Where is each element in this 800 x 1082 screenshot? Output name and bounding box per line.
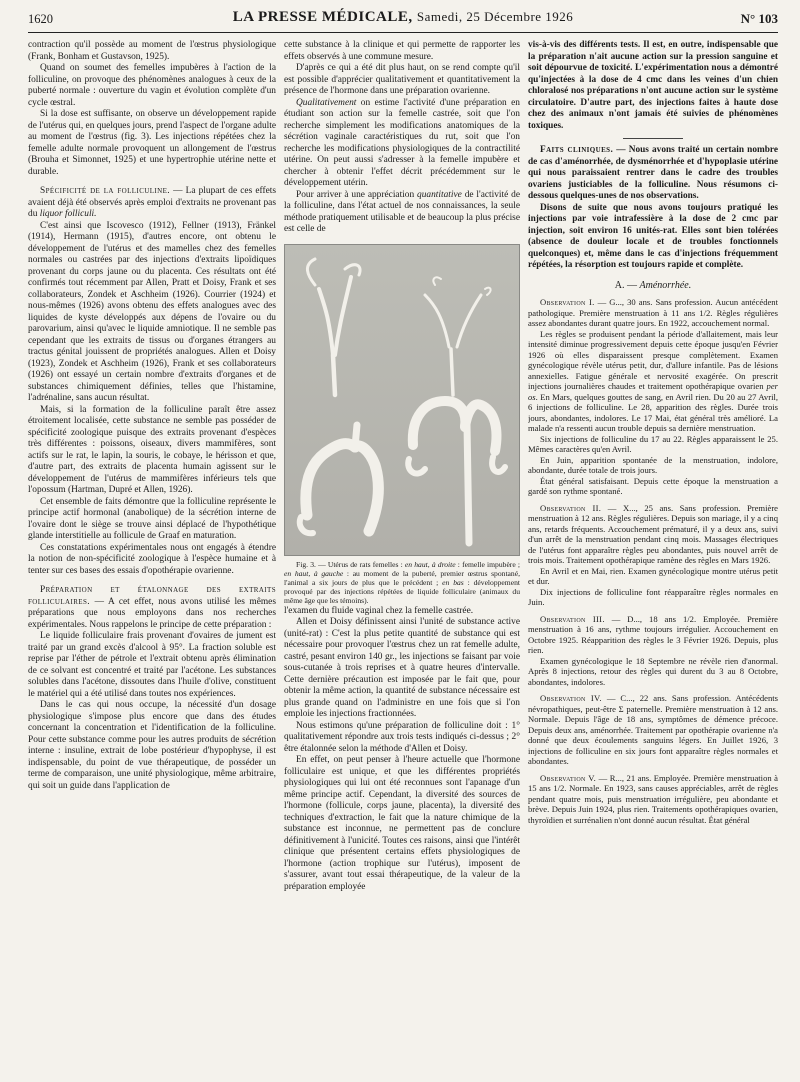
observation-text: — C..., 22 ans. Sans profession. Antécédents névropathiques, peut-être Σ paternelle. Première menstruation à 12 ans. Normale. Depuis l'âge de 18 ans, symptômes de démence précoce. Depuis deux ans, aménorrhée. Traitement par opothérapie ovarienne n'a donné que deux écoulements sanguins légers. En Juillet 1926, 3 injections de folliculine en six jours font apparaître règles normales et abondantes.: [528, 693, 778, 766]
subsection-letter: A. —: [614, 279, 640, 291]
paragraph-text: Pour arriver à une appréciation: [296, 189, 418, 200]
paragraph: Quand on soumet des femelles impubères à l'action de la folliculine, on provoque des phénomènes analogues à ceux de la puberté normale : ouverture du vagin et évolution complète d'un cycle œstral.: [28, 63, 276, 108]
issue-date: Samedi, 25 Décembre 1926: [416, 9, 574, 24]
observation-label: Observation II.: [540, 502, 602, 513]
section-heading: Faits cliniques.: [540, 145, 614, 155]
italic-term: Qualitativement: [296, 97, 357, 108]
page-number: 1620: [28, 12, 53, 26]
section-italic: liquor folliculi.: [39, 209, 97, 219]
observation-label: Observation III.: [540, 613, 605, 624]
observation-text: — G..., 30 ans. Sans profession. Aucun antécédent pathologique. Première menstruation à 11 ans 1/2. Règles régulières assez abondantes durant quatre jours. En 1922, accouchement normal.: [528, 297, 778, 328]
issue-number: N° 103: [740, 11, 778, 26]
observation-text: Examen gynécologique le 18 Septembre ne révèle rien d'anormal. Après 8 injections, retour des règles qui durent du 3 au 8 Octobre, abondantes, indolores.: [528, 655, 778, 687]
paragraph: [284, 98, 520, 190]
observation-text: — R..., 21 ans. Employée. Première menstruation à 15 ans 1/2. Normale. En 1923, sans causes appréciables, arrêt de règles pendant quatre mois, puis menstruation irrégulière, peu abondante et brève. Depuis Juin 1924, plus rien. Traitements opothérapiques ovarien, thyroïdien et surrénalien n'ont donné aucun résultat. État général: [528, 772, 778, 825]
section-specificite: [28, 186, 276, 221]
section-text: — La plupart de ces effets avaient déjà été observés après emploi d'extraits ne provenant pas du: [28, 186, 276, 219]
paragraph: contraction qu'il possède au moment de l'œstrus physiologique (Frank, Bonham et Gustavson, 1925).: [28, 40, 276, 62]
observation-text: En Avril et en Mai, rien. Examen gynécologique montre utérus petit et dur.: [528, 565, 778, 586]
caption-italic: en haut, à droite: [404, 559, 456, 569]
paragraph-text: on estime l'activité d'une préparation en étudiant son action sur la femelle castrée, soit que l'on recherche simplement les modifications anatomiques de la sécrétion vaginale caractéristiques du rut, soit que l'on recherche les modifications physiologiques de la contractilité utérine. On peut aussi s'adresser à la femelle impubère et chercher à obtenir l'effet décrit précédemment sur le développement utérin.: [284, 97, 520, 188]
paragraph: Ces constatations expérimentales nous ont engagés à étendre la notion de non-spécificité zoologique à l'espèce humaine et à tenter sur ces bases des essais d'opothérapie ovarienne.: [28, 542, 276, 576]
divider: [623, 138, 683, 139]
column-2: [284, 40, 520, 1076]
observation-text: Six injections de folliculine du 17 au 22. Règles apparaissent le 25. Mêmes caractères qu'en Avril.: [528, 433, 778, 454]
observation-text: Dix injections de folliculine font réapparaître règles normales en Juin.: [528, 586, 778, 607]
paragraph: Si la dose est suffisante, on observe un développement rapide de l'utérus qui, en quelques jours, prend l'aspect de l'organe adulte au moment de l'œstrus (fig. 3). Les injections répétées chez la femelle adulte normale provoquent un allongement de l'œstrus (Brouha et Simonnet, 1925) et une hypertrophie utérine nette et durable.: [28, 109, 276, 177]
observation-label: Observation IV.: [540, 693, 602, 703]
column-3: [528, 40, 778, 1076]
section-heading: Préparation et étalonnage des extraits folliculaires.: [28, 585, 276, 607]
observation-text-part: Les règles se produisent pendant la période d'allaitement, mais leur intensité diminue progressivement depuis cette époque jusqu'en Février 1926 où elles disparaissent presque complètement. Examen gynécologique révèle utérus petit, dur, d'allure infantile. Pas de lésions annexielles. Fatigue générale et nervosité exagérée. On prescrit injections journalières chaudes et traitement opothérapique ovarien: [528, 328, 778, 391]
column-1: [28, 40, 276, 1076]
observation-1: [528, 297, 778, 329]
section-text: — A cet effet, nous avons utilisé les mêmes préparations que nous employons dans nos recherches expérimentales. Nous rappelons le principe de cette préparation :: [28, 596, 276, 630]
observation-italic: per os: [528, 381, 778, 402]
section-preparation: [28, 585, 276, 631]
observation-2: [528, 503, 778, 566]
caption-text: Fig. 3. — Utérus de rats femelles :: [296, 559, 405, 569]
section-text: — Nous avons traité un certain nombre de cas d'aménorrhée, de dysménorrhée et d'hypoplasie utérine qui nous paraissaient rentrer dans le cadre des troubles ovariens justiciables de la folliculine. Nous résumons ci-dessous quelques-unes de nos observations.: [528, 145, 778, 201]
paragraph: [284, 190, 520, 236]
observation-text: En Juin, apparition spontanée de la menstruation, indolore, abondante, durée totale de trois jours.: [528, 454, 778, 475]
paragraph: D'après ce qui a été dit plus haut, on se rend compte qu'il est possible d'apprécier qualitativement et quantitativement la présence de l'hormone dans une préparation ovarienne.: [284, 63, 520, 96]
uterus-photo-illustration: [285, 245, 519, 555]
paragraph: Nous estimons qu'une préparation de folliculine doit : 1° qualitativement répondre aux trois tests indiqués ci-dessus ; 2° être étalonnée selon la méthode d'Allen et Doisy.: [284, 720, 520, 754]
journal-title: [28, 9, 778, 26]
observation-label: Observation I.: [540, 297, 595, 307]
caption-text: : développement provoqué par des injections répétées de liquide folliculaire (animaux du même âge que les témoins).: [284, 577, 520, 606]
observation-text-part: . En Mars, quelques gouttes de sang, en Avril rien. Du 20 au 27 Avril, 6 injections de folliculine. Le 28, apparition des règles. Durée trois jours, abondantes, indolores. Le 17 Mai, état général très amélioré. La malade n'a ressenti aucun trouble depuis sa dernière menstruation.: [528, 391, 778, 433]
figure-caption: [284, 560, 520, 606]
caption-text: : femelle impubère ;: [455, 559, 520, 569]
observation-text: État général satisfaisant. Depuis cette époque la menstruation a gardé son rythme spontané.: [528, 475, 778, 496]
paragraph: Allen et Doisy définissent ainsi l'unité de substance active (unité-rat) : C'est la plus petite quantité de substance qui est nécessaire pour provoquer l'œstrus chez un rat femelle adulte, castré, pesant environ 140 gr., les injections se faisant par voie sous-cutanée à trois reprises et à quatre heures d'intervalle. Cette dernière précaution est imposée par le fait que, pour obtenir la même action, la quantité de substance nécessaire est plus grande quand on l'administre en une fois que si l'on emploie les injections fractionnées.: [284, 617, 520, 720]
section-faits-cliniques: [528, 145, 778, 203]
paragraph: Le liquide folliculaire frais provenant d'ovaires de jument est traité par un grand excès d'alcool à 95°. La fraction soluble est reprise par l'éther de pétrole et l'extrait obtenu après élimination de ce solvant est concentré et traité par l'acétone. Les substances solubles dans l'acétone, dissoutes dans l'huile d'olive, constituent le matériel qui a été utilisé dans toutes nos expériences.: [28, 631, 276, 699]
paragraph: vis-à-vis des différents tests. Il est, en outre, indispensable que la préparation n'ait aucune action sur la pression sanguine et soit dépourvue de toxicité. L'expérimentation nous a démontré qu'injectées à la dose de 4 cmc dans les veines d'un chien chloralosé nos préparations n'ont aucune action sur le système circulatoire. D'autre part, des injections faites à haute dose chez des animaux n'ont jamais été suivies de phénomènes toxiques.: [528, 40, 778, 131]
section-heading: Spécificité de la folliculine.: [40, 186, 171, 196]
caption-italic: en bas: [442, 577, 464, 587]
paragraph: Disons de suite que nous avons toujours pratiqué les injections par voie intrafessière à la dose de 2 cmc par injection, soit environ 16 unités-rat. Elles sont bien tolérées (absence de douleur locale et de troubles fonctionnels quelconques) et, même dans le cas d'injections fréquemment répétées, la résorption est toujours rapide et complète.: [528, 202, 778, 270]
subsection-heading: [528, 280, 778, 292]
caption-italic: en haut, à gauche: [284, 568, 344, 578]
observation-4: [528, 693, 778, 767]
paragraph: Cet ensemble de faits démontre que la folliculine représente le principe actif hormonal (anabolique) de la sécrétion interne de l'ovaire dont le siège se trouve ainsi déplacé de l'hypothétique glande interstitielle au follicule de Graaf en maturation.: [28, 496, 276, 541]
italic-term: quantitative: [417, 189, 462, 200]
paragraph: C'est ainsi que Iscovesco (1912), Fellner (1913), Fränkel (1914), Hermann (1915), d'autres encore, ont obtenu le développement de l'utérus et des mamelles chez des femelles normales ou castrées par des injections d'extraits lipoïdiques provenant du corps jaune ou du placenta. Ces résultats ont été confirmés tout récemment par Allen, Pratt et Doisy, Frank et ses collaborateurs, Zondek et Aschheim (1926). Courrier (1924) et nous-mêmes (1926) avons obtenu des effets analogues avec des liquides de kyste développés aux dépens de l'ovaire ou du parovarium, ainsi qu'avec le liquide amniotique. Il ne semble pas cependant que les extraits de tissus ou d'organes étrangers au tractus génital jouissent de propriétés analogues. Allen et Doisy (1923), Zondek et Aschheim (1926), Frank et ses collaborateurs (1926) ont essayé un certain nombre d'extraits d'organes et de substances chimiquement définies, telles que l'histamine, l'adrénaline, sans aucun résultat.: [28, 220, 276, 403]
subsection-title: Aménorrhée.: [639, 279, 692, 291]
caption-text: : au moment de la puberté, premier œstrus spontané, l'animal a six jours de plus que le précédent ;: [284, 568, 520, 587]
paragraph: En effet, on peut penser à l'heure actuelle que l'hormone folliculaire est unique, et que les différentes propriétés physiologiques qui lui ont été reconnues sont l'apanage d'un même principe actif. Cependant, la diversité des sources de l'hormone (follicule, corps jaune, placenta), la diversité des techniques d'extraction, le fait que la nature chimique de la substance est inconnue, ne permettent pas de conclure définitivement à l'unicité. Toutes ces raisons, ainsi que l'intérêt clinique que présentent certains effets physiologiques de l'hormone (action trophique sur l'utérus), imposent de s'assurer, avant tout essai thérapeutique, de la valeur de la préparation employée: [284, 755, 520, 892]
paragraph: l'examen du fluide vaginal chez la femelle castrée.: [284, 605, 474, 616]
observation-5: [528, 773, 778, 826]
observation-3: [528, 614, 778, 656]
paragraph-text: de l'activité de la folliculine, dans l'état actuel de nos connaissances, la seule méthode pratiquement utilisable et de beaucoup la plus précise est celle de: [284, 189, 520, 234]
observation-label: Observation V.: [540, 772, 597, 783]
observation-text: — D..., 18 ans 1/2. Employée. Première menstruation à 16 ans, rythme toujours irrégulier. Accouchement en Octobre 1925. Réapparition des règles le 3 Février 1926. Depuis, plus rien.: [528, 613, 778, 655]
observation-text: — X..., 25 ans. Sans profession. Première menstruation à 12 ans. Règles régulières. Depuis son mariage, il y a cinq ans, retards fréquents. Accouchement prématuré, il y a deux ans, suivi d'un arrêt de la menstruation pendant cinq mois. Massages électriques de l'utérus font apparaître règles peu abondantes, puis nouvel arrêt de trois mois. Traitement opothérapique ramène des règles en Mars 1926.: [528, 502, 778, 565]
running-header: [28, 8, 778, 33]
paragraph: Dans le cas qui nous occupe, la nécessité d'un dosage physiologique s'impose plus encore que dans des études concernant la concentration et l'identification de la folliculine. Pour cette substance comme pour les autres produits de sécrétion interne : insuline, extrait de lobe postérieur d'hypophyse, il est indispensable, du point de vue thérapeutique, de posséder un terme de comparaison, une unité physiologique, même arbitraire, qui soit un guide dans l'application de: [28, 700, 276, 791]
journal-name: LA PRESSE MÉDICALE,: [232, 9, 413, 25]
paragraph: Mais, si la formation de la folliculine paraît être assez étroitement localisée, cette substance ne semble pas posséder de spécificité zoologique puisque des extraits provenant d'espèces très différentes : poissons, oiseaux, divers mammifères, sont actifs sur le rat, le lapin, la souris, le cobaye, le hérisson et que, d'autre part, des extraits de placenta humain agissent sur le développement de l'utérus de mammifères inférieurs tels que l'opossum (Hartman, Dupré et Allen, 1926).: [28, 404, 276, 495]
paragraph: cette substance à la clinique et qui permette de rapporter les effets observés à une commune mesure.: [284, 40, 520, 62]
figure-uterus-photo: [284, 244, 520, 556]
observation-text: [528, 329, 778, 434]
